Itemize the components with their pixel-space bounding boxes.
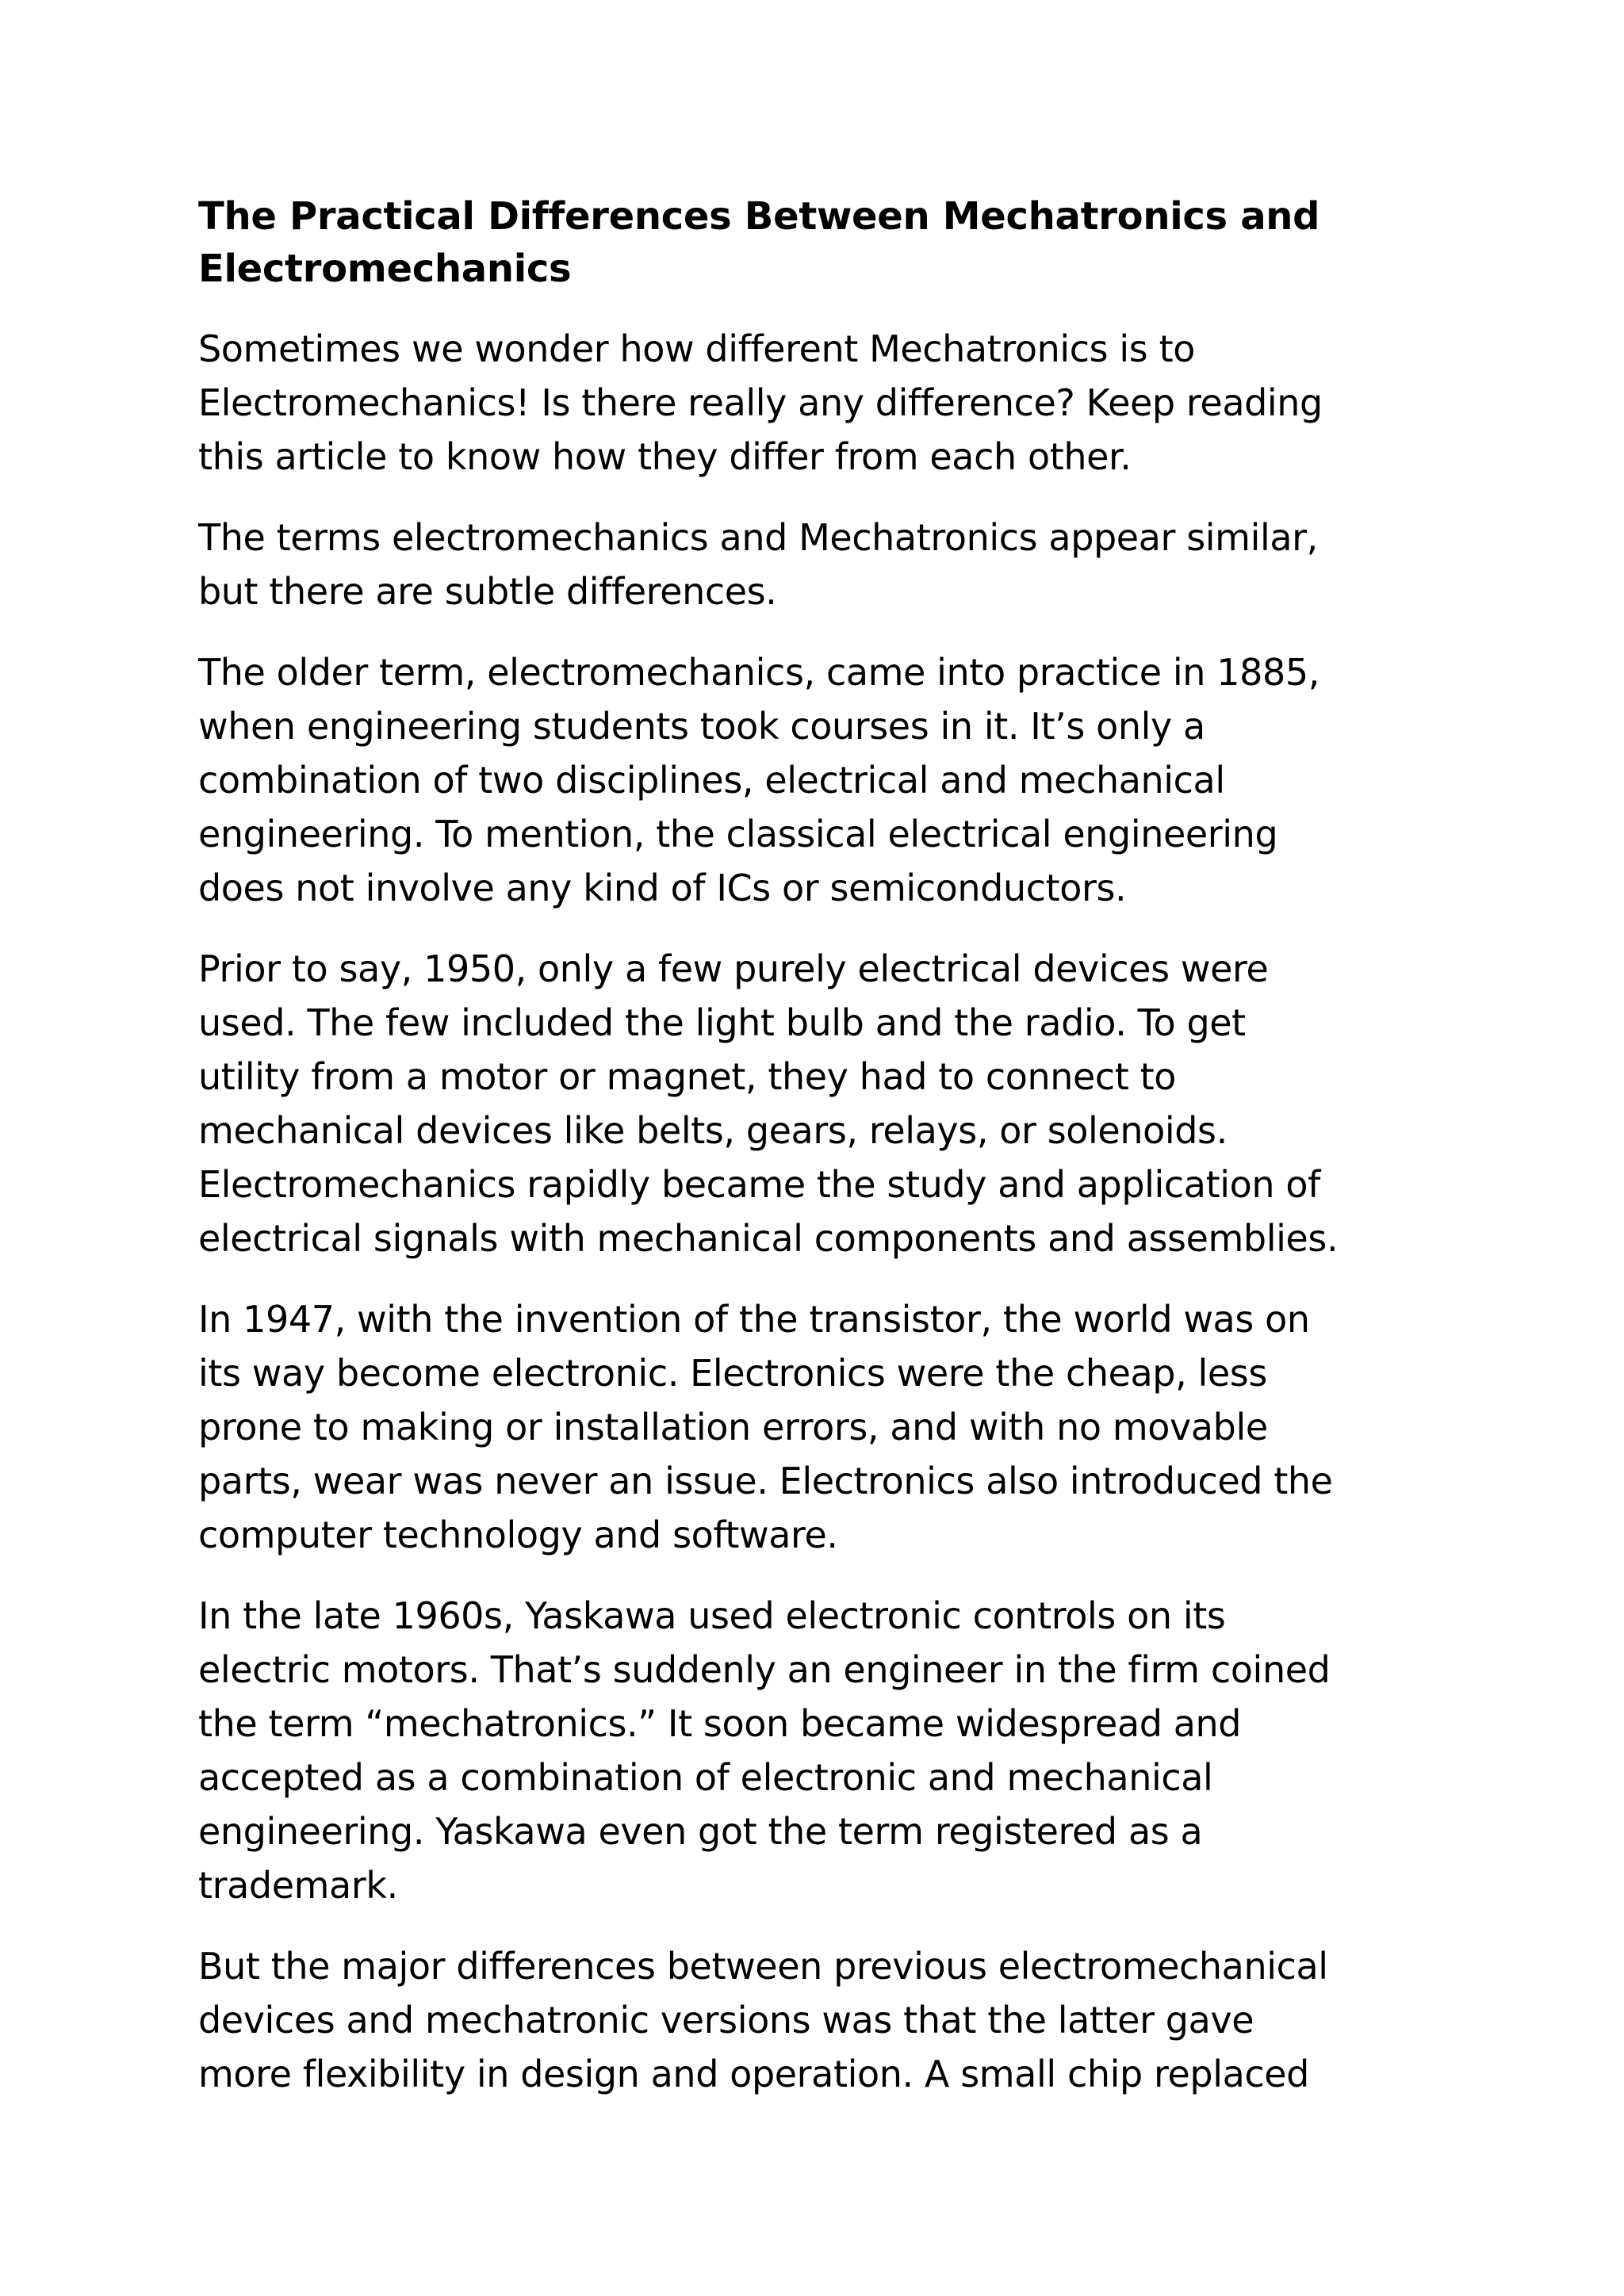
paragraph-line: engineering. To mention, the classical electrical engineering <box>198 813 1278 855</box>
paragraph-line: accepted as a combination of electronic and mechanical <box>198 1756 1213 1799</box>
paragraph-line: electric motors. That’s suddenly an engineer in the firm coined <box>198 1648 1331 1691</box>
paragraph-line: electrical signals with mechanical components and assemblies. <box>198 1217 1339 1260</box>
paragraph-line: The older term, electromechanics, came into practice in 1885, <box>198 651 1320 694</box>
paragraph-line: the term “mechatronics.” It soon became widespread and <box>198 1702 1242 1745</box>
paragraph-line: this article to know how they differ from each other. <box>198 435 1132 478</box>
paragraph-line: prone to making or installation errors, and with no movable <box>198 1406 1268 1448</box>
paragraph-line: combination of two disciplines, electrical and mechanical <box>198 759 1225 802</box>
paragraph-line: when engineering students took courses in it. It’s only a <box>198 705 1205 748</box>
paragraph-line: trademark. <box>198 1864 398 1907</box>
paragraph-prior-1950 <box>198 942 1435 1265</box>
title-line: The Practical Differences Between Mechatronics and <box>198 194 1320 239</box>
paragraph-intro <box>198 322 1435 484</box>
paragraph-line: does not involve any kind of ICs or semiconductors. <box>198 867 1127 909</box>
paragraph-line: used. The few included the light bulb and the radio. To get <box>198 1001 1246 1044</box>
paragraph-line: Electromechanics! Is there really any difference? Keep reading <box>198 381 1323 424</box>
paragraph-1947 <box>198 1292 1435 1562</box>
paragraph-older-term <box>198 645 1435 915</box>
paragraph-line: parts, wear was never an issue. Electronics also introduced the <box>198 1460 1333 1502</box>
paragraph-line: devices and mechatronic versions was that the latter gave <box>198 1999 1254 2042</box>
paragraph-line: In 1947, with the invention of the transistor, the world was on <box>198 1298 1310 1341</box>
paragraph-major-differences <box>198 1939 1435 2101</box>
paragraph-terms <box>198 511 1435 618</box>
paragraph-line: Prior to say, 1950, only a few purely electrical devices were <box>198 947 1269 990</box>
paragraph-line: utility from a motor or magnet, they had to connect to <box>198 1055 1177 1098</box>
paragraph-line: its way become electronic. Electronics were the cheap, less <box>198 1352 1267 1395</box>
paragraph-line: Sometimes we wonder how different Mechatronics is to <box>198 327 1195 370</box>
paragraph-line: engineering. Yaskawa even got the term registered as a <box>198 1810 1203 1853</box>
paragraph-line: But the major differences between previous electromechanical <box>198 1945 1328 1988</box>
article-title <box>198 190 1435 295</box>
paragraph-line: computer technology and software. <box>198 1513 838 1556</box>
paragraph-line: mechanical devices like belts, gears, relays, or solenoids. <box>198 1109 1228 1152</box>
article-body <box>198 190 1435 2128</box>
paragraph-line: The terms electromechanics and Mechatronics appear similar, <box>198 516 1318 559</box>
paragraph-yaskawa <box>198 1589 1435 1912</box>
title-line: Electromechanics <box>198 247 572 291</box>
paragraph-line: In the late 1960s, Yaskawa used electronic controls on its <box>198 1594 1226 1637</box>
paragraph-line: Electromechanics rapidly became the study and application of <box>198 1163 1320 1206</box>
paragraph-line: more flexibility in design and operation. A small chip replaced <box>198 2053 1309 2095</box>
paragraph-line: but there are subtle differences. <box>198 570 777 613</box>
